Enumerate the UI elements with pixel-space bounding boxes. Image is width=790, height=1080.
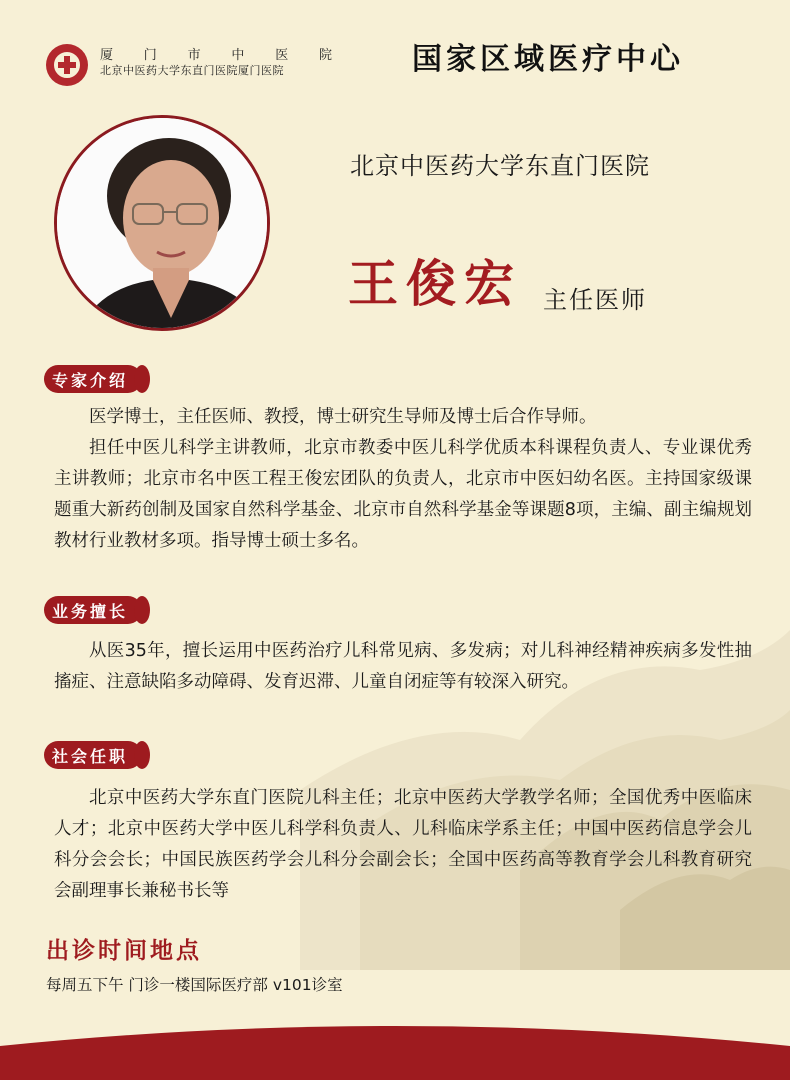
hospital-name-char: 院 — [318, 48, 332, 63]
section-heading-expertise: 业务擅长 — [44, 596, 142, 624]
hospital-name-line-1 — [100, 44, 332, 63]
cross-icon — [52, 50, 82, 80]
hospital-logo — [46, 44, 88, 86]
center-title: 国家区域医疗中心 — [412, 42, 684, 77]
positions-paragraph: 北京中医药大学东直门医院儿科主任；北京中医药大学教学名师；全国优秀中医临床人才；北京中医药大学中医儿科学科负责人、儿科临床学系主任；中国中医药信息学会儿科分会会长；中国民族医药学会儿科分会副会长；全国中医药高等教育学会儿科教育研究会副理事长兼秘书长等 — [54, 788, 752, 901]
section-heading-intro: 专家介绍 — [44, 365, 142, 393]
expertise-paragraph: 从医35年，擅长运用中医药治疗儿科常见病、多发病；对儿科神经精神疾病多发性抽搐症、注意缺陷多动障碍、发育迟滞、儿童自闭症等有较深入研究。 — [54, 641, 752, 692]
doctor-name: 王俊宏 — [348, 254, 522, 313]
doctor-affiliation: 北京中医药大学东直门医院 — [350, 152, 650, 180]
section-heading-positions: 社会任职 — [44, 741, 142, 769]
doctor-portrait — [54, 115, 270, 331]
hospital-name-char: 市 — [187, 48, 201, 63]
doctor-title: 主任医师 — [543, 286, 647, 314]
hospital-name-line-2: 北京中医药大学东直门医院厦门医院 — [100, 64, 284, 77]
expertise-text — [54, 636, 752, 698]
footer-wave-decoration — [0, 1012, 790, 1080]
positions-text — [54, 783, 752, 907]
person-icon — [57, 118, 270, 331]
intro-paragraph: 医学博士，主任医师、教授，博士研究生导师及博士后合作导师。 — [89, 407, 597, 427]
intro-paragraph: 担任中医儿科学主讲教师，北京市教委中医儿科学优质本科课程负责人、专业课优秀主讲教师；北京市名中医工程王俊宏团队的负责人，北京市中医妇幼名医。主持国家级课题重大新药创制及国家自然科学基金、北京市自然科学基金等课题8项，主编、副主编规划教材行业教材多项。指导博士硕士多名。 — [54, 438, 752, 551]
hospital-name-char: 厦 — [100, 48, 114, 63]
visit-heading: 出诊时间地点 — [46, 938, 202, 964]
hospital-name-char: 中 — [231, 48, 245, 63]
intro-text — [54, 402, 752, 557]
hospital-name-char: 医 — [275, 48, 289, 63]
visit-schedule: 每周五下午 门诊一楼国际医疗部 v101诊室 — [46, 976, 343, 994]
hospital-name-char: 门 — [143, 48, 157, 63]
